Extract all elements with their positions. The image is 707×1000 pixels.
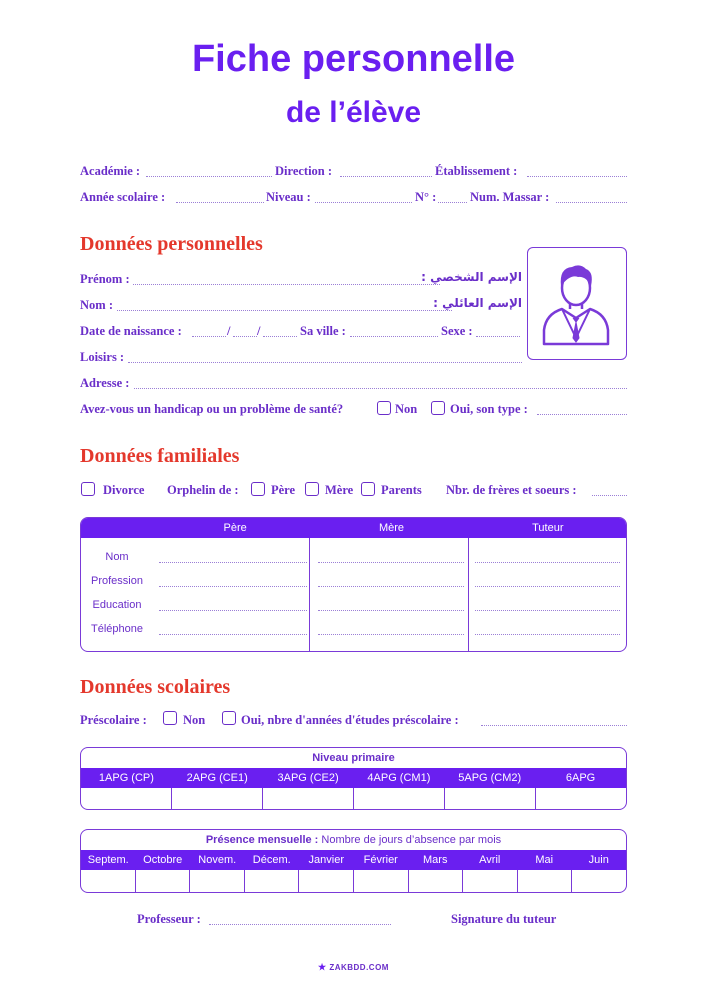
- orphelin-parents-label: Parents: [381, 483, 422, 497]
- prenom-field[interactable]: [133, 284, 440, 285]
- tuteur-profession-field[interactable]: [475, 586, 620, 587]
- numero-label: N° :: [415, 190, 437, 204]
- presence-cell[interactable]: [354, 870, 409, 893]
- niveau-label: Niveau :: [266, 190, 311, 204]
- handicap-type-field[interactable]: [537, 414, 627, 415]
- row-profession: Profession: [91, 575, 143, 587]
- prescolaire-annees-field[interactable]: [481, 725, 627, 726]
- month-mai: Mai: [535, 854, 554, 866]
- presence-cell[interactable]: [81, 870, 136, 893]
- presence-cells: [81, 870, 626, 893]
- adresse-field[interactable]: [134, 388, 627, 389]
- photo-box[interactable]: [527, 247, 627, 360]
- presence-title-rest: Nombre de jours d’absence par mois: [318, 834, 502, 846]
- mere-profession-field[interactable]: [318, 586, 464, 587]
- handicap-non-label: Non: [395, 402, 418, 416]
- presence-header: [81, 850, 626, 870]
- prescolaire-oui-label: Oui, nbre d'années d'études préscolaire :: [241, 713, 459, 727]
- presence-cell[interactable]: [409, 870, 464, 893]
- primaire-cells: [81, 788, 626, 810]
- page-title: Fiche personnelle: [191, 38, 516, 80]
- orphelin-mere-label: Mère: [325, 483, 354, 497]
- mere-nom-field[interactable]: [318, 562, 464, 563]
- footer: [0, 962, 707, 973]
- level-4apg: 4APG (CM1): [367, 772, 431, 784]
- orphelin-parents-checkbox[interactable]: [361, 482, 375, 496]
- annee-label: Année scolaire :: [80, 190, 166, 204]
- loisirs-label: Loisirs :: [80, 350, 125, 364]
- month-octobre: Octobre: [143, 854, 183, 866]
- prescolaire-non-label: Non: [183, 713, 206, 727]
- ville-label: Sa ville :: [300, 324, 346, 338]
- primaire-title: Niveau primaire: [312, 752, 395, 764]
- pere-nom-field[interactable]: [159, 562, 307, 563]
- level-5apg: 5APG (CM2): [458, 772, 522, 784]
- mere-telephone-field[interactable]: [318, 634, 464, 635]
- freres-label: Nbr. de frères et soeurs :: [446, 483, 577, 497]
- primaire-cell[interactable]: [81, 788, 172, 810]
- row-education: Education: [92, 599, 142, 611]
- tuteur-nom-field[interactable]: [475, 562, 620, 563]
- massar-field[interactable]: [556, 202, 627, 203]
- date-separator: /: [257, 324, 261, 338]
- month-decembre: Décem.: [252, 854, 291, 866]
- family-heading: Données familiales: [80, 445, 240, 467]
- pere-education-field[interactable]: [159, 610, 307, 611]
- pere-profession-field[interactable]: [159, 586, 307, 587]
- month-septembre: Septem.: [87, 854, 129, 866]
- col-mere: Mère: [378, 522, 405, 534]
- prescolaire-non-checkbox[interactable]: [163, 711, 177, 725]
- parents-table: [80, 517, 627, 652]
- prescolaire-label: Préscolaire :: [80, 713, 147, 727]
- presence-cell[interactable]: [299, 870, 354, 893]
- tuteur-signature-label: Signature du tuteur: [451, 912, 557, 926]
- prescolaire-oui-checkbox[interactable]: [222, 711, 236, 725]
- handicap-oui-checkbox[interactable]: [431, 401, 445, 415]
- presence-cell[interactable]: [463, 870, 518, 893]
- month-mars: Mars: [423, 854, 448, 866]
- pere-telephone-field[interactable]: [159, 634, 307, 635]
- sexe-field[interactable]: [476, 336, 520, 337]
- divorce-checkbox[interactable]: [81, 482, 95, 496]
- parents-table-header: [81, 518, 626, 538]
- ville-field[interactable]: [350, 336, 438, 337]
- mere-education-field[interactable]: [318, 610, 464, 611]
- freres-field[interactable]: [592, 495, 627, 496]
- prenom-arabic-label: الإسم الشخصي :: [421, 270, 522, 284]
- prenom-label: Prénom :: [80, 272, 130, 286]
- level-6apg: 6APG: [565, 772, 596, 784]
- niveau-field[interactable]: [315, 202, 412, 203]
- parents-row-labels: [81, 538, 159, 652]
- naissance-month-field[interactable]: [233, 336, 257, 337]
- professeur-label: Professeur :: [137, 912, 201, 926]
- footer-brand: ZAKBDD.COM: [329, 963, 389, 972]
- level-2apg: 2APG (CE1): [186, 772, 248, 784]
- primaire-table: [80, 747, 627, 810]
- presence-cell[interactable]: [136, 870, 191, 893]
- nom-field[interactable]: [117, 310, 452, 311]
- handicap-non-checkbox[interactable]: [377, 401, 391, 415]
- primaire-cell[interactable]: [354, 788, 445, 810]
- etablissement-label: Établissement :: [435, 164, 518, 178]
- col-tuteur: Tuteur: [532, 522, 564, 534]
- direction-field[interactable]: [340, 176, 432, 177]
- presence-title-bold: Présence mensuelle :: [205, 834, 319, 846]
- naissance-day-field[interactable]: [192, 336, 226, 337]
- month-novembre: Novem.: [198, 854, 237, 866]
- presence-cell[interactable]: [245, 870, 300, 893]
- nom-label: Nom :: [80, 298, 113, 312]
- tuteur-education-field[interactable]: [475, 610, 620, 611]
- numero-field[interactable]: [438, 202, 467, 203]
- presence-cell[interactable]: [572, 870, 626, 893]
- primaire-cell[interactable]: [445, 788, 536, 810]
- adresse-label: Adresse :: [80, 376, 130, 390]
- orphelin-mere-checkbox[interactable]: [305, 482, 319, 496]
- level-3apg: 3APG (CE2): [277, 772, 339, 784]
- nom-arabic-label: الإسم العائلي :: [433, 296, 522, 310]
- handicap-oui-label: Oui, son type :: [450, 402, 528, 416]
- presence-cell[interactable]: [190, 870, 245, 893]
- page-subtitle: de l’élève: [285, 96, 422, 129]
- star-icon: ★: [318, 962, 327, 972]
- direction-label: Direction :: [275, 164, 333, 178]
- month-juin: Juin: [588, 854, 609, 866]
- primaire-cell[interactable]: [263, 788, 354, 810]
- professeur-field[interactable]: [209, 924, 391, 925]
- academie-field[interactable]: [146, 176, 272, 177]
- personal-heading: Données personnelles: [80, 233, 263, 255]
- naissance-year-field[interactable]: [263, 336, 297, 337]
- massar-label: Num. Massar :: [470, 190, 550, 204]
- row-nom: Nom: [105, 551, 129, 563]
- row-telephone: Téléphone: [91, 623, 143, 635]
- orphelin-pere-label: Père: [271, 483, 296, 497]
- school-heading: Données scolaires: [80, 676, 231, 698]
- divorce-label: Divorce: [103, 483, 145, 497]
- month-avril: Avril: [479, 854, 501, 866]
- col-pere: Père: [223, 522, 247, 534]
- naissance-label: Date de naissance :: [80, 324, 182, 338]
- sexe-label: Sexe :: [441, 324, 473, 338]
- orphelin-label: Orphelin de :: [167, 483, 239, 497]
- academie-label: Académie :: [80, 164, 141, 178]
- month-fevrier: Février: [363, 854, 398, 866]
- annee-field[interactable]: [176, 202, 264, 203]
- presence-title: [81, 830, 626, 850]
- tuteur-telephone-field[interactable]: [475, 634, 620, 635]
- month-janvier: Janvier: [308, 854, 344, 866]
- primaire-header: [81, 768, 626, 788]
- orphelin-pere-checkbox[interactable]: [251, 482, 265, 496]
- presence-cell[interactable]: [518, 870, 573, 893]
- handicap-label: Avez-vous un handicap ou un problème de santé?: [80, 402, 344, 416]
- presence-table: [80, 829, 627, 893]
- primaire-cell[interactable]: [172, 788, 263, 810]
- loisirs-field[interactable]: [128, 362, 522, 363]
- date-separator: /: [227, 324, 231, 338]
- primaire-cell[interactable]: [536, 788, 626, 810]
- student-avatar-icon: [528, 248, 625, 358]
- level-1apg: 1APG (CP): [98, 772, 154, 784]
- etablissement-field[interactable]: [527, 176, 627, 177]
